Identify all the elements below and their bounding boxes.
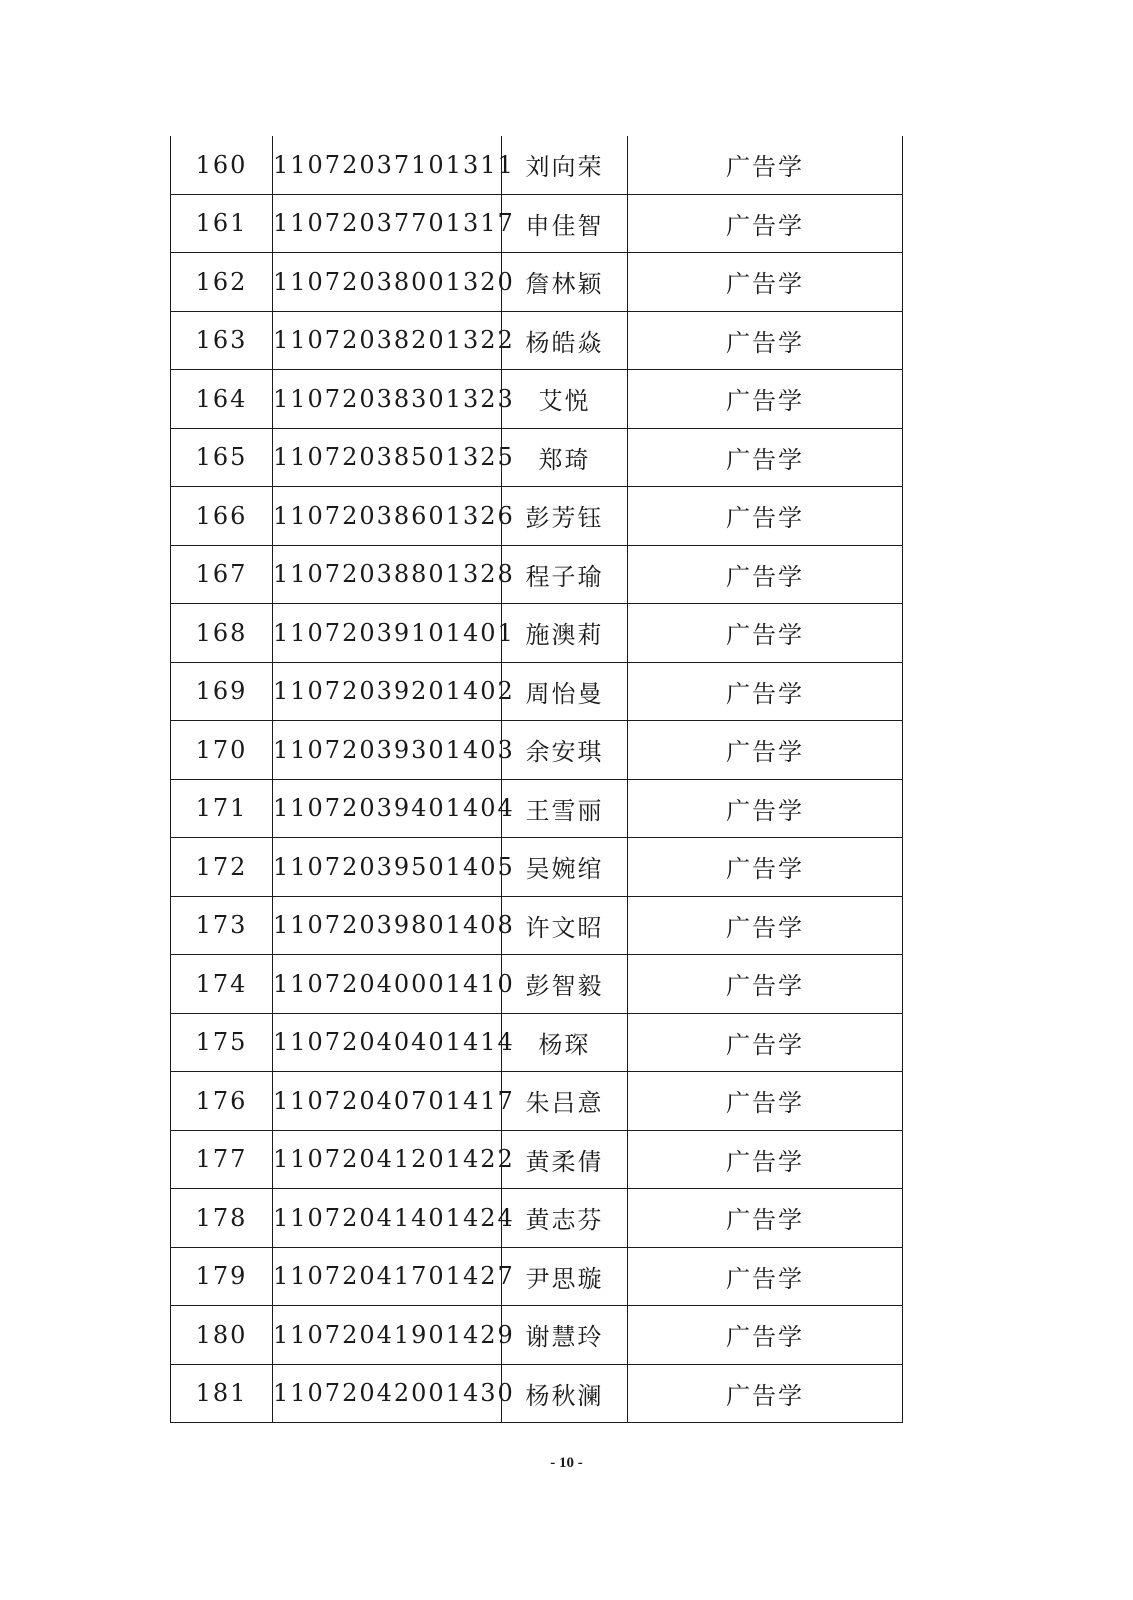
row-number-cell: 173 xyxy=(171,896,273,955)
exam-id-cell: 11072041901429 xyxy=(273,1306,502,1365)
student-name-cell: 谢慧玲 xyxy=(502,1306,628,1365)
table-row xyxy=(171,545,903,604)
student-name-cell: 许文昭 xyxy=(502,896,628,955)
row-number-cell: 166 xyxy=(171,487,273,546)
table-row xyxy=(171,1130,903,1189)
student-name-cell: 尹思璇 xyxy=(502,1247,628,1306)
exam-id-cell: 11072039501405 xyxy=(273,838,502,897)
exam-id-cell: 11072037101311 xyxy=(273,136,502,194)
row-number-cell: 176 xyxy=(171,1072,273,1131)
major-cell: 广告学 xyxy=(628,721,903,780)
exam-id-cell: 11072038201322 xyxy=(273,311,502,370)
table-row xyxy=(171,662,903,721)
major-cell: 广告学 xyxy=(628,253,903,312)
exam-id-cell: 11072038301323 xyxy=(273,370,502,429)
major-cell: 广告学 xyxy=(628,779,903,838)
row-number-cell: 178 xyxy=(171,1189,273,1248)
table-row xyxy=(171,1306,903,1365)
student-name-cell: 杨琛 xyxy=(502,1013,628,1072)
exam-id-cell: 11072042001430 xyxy=(273,1364,502,1423)
row-number-cell: 162 xyxy=(171,253,273,312)
table-row xyxy=(171,838,903,897)
exam-id-cell: 11072041401424 xyxy=(273,1189,502,1248)
table-row xyxy=(171,370,903,429)
table-row xyxy=(171,311,903,370)
row-number-cell: 174 xyxy=(171,955,273,1014)
table-row xyxy=(171,487,903,546)
major-cell: 广告学 xyxy=(628,1247,903,1306)
student-name-cell: 詹林颖 xyxy=(502,253,628,312)
exam-id-cell: 11072040701417 xyxy=(273,1072,502,1131)
student-name-cell: 程子瑜 xyxy=(502,545,628,604)
table-row xyxy=(171,253,903,312)
student-name-cell: 彭智毅 xyxy=(502,955,628,1014)
major-cell: 广告学 xyxy=(628,487,903,546)
exam-id-cell: 11072039801408 xyxy=(273,896,502,955)
exam-id-cell: 11072040001410 xyxy=(273,955,502,1014)
major-cell: 广告学 xyxy=(628,194,903,253)
major-cell: 广告学 xyxy=(628,136,903,194)
table-row xyxy=(171,721,903,780)
major-cell: 广告学 xyxy=(628,370,903,429)
exam-id-cell: 11072039301403 xyxy=(273,721,502,780)
table-row xyxy=(171,1247,903,1306)
major-cell: 广告学 xyxy=(628,1364,903,1423)
student-name-cell: 吴婉绾 xyxy=(502,838,628,897)
row-number-cell: 165 xyxy=(171,428,273,487)
exam-id-cell: 11072039101401 xyxy=(273,604,502,663)
student-name-cell: 朱吕意 xyxy=(502,1072,628,1131)
row-number-cell: 169 xyxy=(171,662,273,721)
student-name-cell: 王雪丽 xyxy=(502,779,628,838)
major-cell: 广告学 xyxy=(628,311,903,370)
row-number-cell: 177 xyxy=(171,1130,273,1189)
row-number-cell: 168 xyxy=(171,604,273,663)
row-number-cell: 181 xyxy=(171,1364,273,1423)
major-cell: 广告学 xyxy=(628,838,903,897)
row-number-cell: 171 xyxy=(171,779,273,838)
page-number: - 10 - xyxy=(550,1455,583,1471)
table-row xyxy=(171,779,903,838)
student-name-cell: 郑琦 xyxy=(502,428,628,487)
major-cell: 广告学 xyxy=(628,545,903,604)
exam-id-cell: 11072041201422 xyxy=(273,1130,502,1189)
major-cell: 广告学 xyxy=(628,1013,903,1072)
student-name-cell: 杨秋澜 xyxy=(502,1364,628,1423)
row-number-cell: 180 xyxy=(171,1306,273,1365)
row-number-cell: 179 xyxy=(171,1247,273,1306)
major-cell: 广告学 xyxy=(628,662,903,721)
exam-id-cell: 11072037701317 xyxy=(273,194,502,253)
major-cell: 广告学 xyxy=(628,428,903,487)
row-number-cell: 160 xyxy=(171,136,273,194)
student-name-cell: 周怡曼 xyxy=(502,662,628,721)
row-number-cell: 175 xyxy=(171,1013,273,1072)
major-cell: 广告学 xyxy=(628,896,903,955)
row-number-cell: 167 xyxy=(171,545,273,604)
table-row xyxy=(171,1013,903,1072)
student-name-cell: 刘向荣 xyxy=(502,136,628,194)
student-name-cell: 彭芳钰 xyxy=(502,487,628,546)
exam-id-cell: 11072038601326 xyxy=(273,487,502,546)
row-number-cell: 161 xyxy=(171,194,273,253)
student-roster-table xyxy=(170,136,903,1423)
row-number-cell: 172 xyxy=(171,838,273,897)
major-cell: 广告学 xyxy=(628,955,903,1014)
student-name-cell: 杨皓焱 xyxy=(502,311,628,370)
exam-id-cell: 11072038001320 xyxy=(273,253,502,312)
exam-id-cell: 11072039201402 xyxy=(273,662,502,721)
student-name-cell: 申佳智 xyxy=(502,194,628,253)
student-name-cell: 艾悦 xyxy=(502,370,628,429)
roster-table-body xyxy=(171,136,903,1423)
row-number-cell: 164 xyxy=(171,370,273,429)
exam-id-cell: 11072038501325 xyxy=(273,428,502,487)
major-cell: 广告学 xyxy=(628,604,903,663)
major-cell: 广告学 xyxy=(628,1306,903,1365)
student-name-cell: 施澳莉 xyxy=(502,604,628,663)
table-row xyxy=(171,136,903,194)
exam-id-cell: 11072039401404 xyxy=(273,779,502,838)
table-row xyxy=(171,428,903,487)
student-name-cell: 黄柔倩 xyxy=(502,1130,628,1189)
table-row xyxy=(171,604,903,663)
major-cell: 广告学 xyxy=(628,1130,903,1189)
exam-id-cell: 11072041701427 xyxy=(273,1247,502,1306)
table-row xyxy=(171,1072,903,1131)
table-row xyxy=(171,896,903,955)
table-row xyxy=(171,1364,903,1423)
major-cell: 广告学 xyxy=(628,1072,903,1131)
exam-id-cell: 11072038801328 xyxy=(273,545,502,604)
table-row xyxy=(171,955,903,1014)
major-cell: 广告学 xyxy=(628,1189,903,1248)
student-name-cell: 黄志芬 xyxy=(502,1189,628,1248)
student-name-cell: 余安琪 xyxy=(502,721,628,780)
table-row xyxy=(171,194,903,253)
row-number-cell: 163 xyxy=(171,311,273,370)
exam-id-cell: 11072040401414 xyxy=(273,1013,502,1072)
row-number-cell: 170 xyxy=(171,721,273,780)
table-row xyxy=(171,1189,903,1248)
